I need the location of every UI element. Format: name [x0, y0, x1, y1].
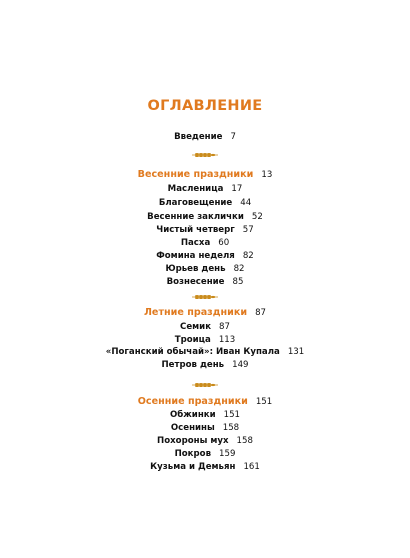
toc-entry[interactable] [0, 249, 410, 263]
toc-entry-page: 17 [231, 184, 243, 194]
toc-entry-label: Чистый четверг [156, 225, 235, 235]
toc-entry-page: 85 [232, 277, 244, 287]
toc-entry-page: 161 [243, 462, 260, 472]
toc-entry-page: 82 [233, 264, 245, 274]
toc-entry-intro[interactable] [0, 130, 410, 144]
toc-entry-page: 131 [287, 347, 305, 357]
toc-entry-label: Покров [174, 449, 212, 459]
toc-entry-label: Фомина неделя [156, 251, 235, 261]
wheat-ear-icon [191, 152, 219, 158]
toc-entry[interactable] [0, 421, 410, 435]
toc-entry[interactable] [0, 275, 410, 289]
toc-section-page: 87 [255, 308, 267, 318]
toc-entry-label: Вознесение [166, 277, 225, 287]
toc-entry-label: Семик [180, 322, 212, 332]
toc-entry-label: Пасха [180, 238, 211, 248]
wheat-ear-icon [191, 294, 219, 300]
toc-entry-label: Кузьма и Демьян [150, 462, 236, 472]
toc-entry-page: 158 [236, 436, 253, 446]
toc-entry[interactable] [0, 182, 410, 196]
toc-entry[interactable] [0, 262, 410, 276]
toc-entry-page: 151 [223, 410, 241, 420]
toc-entry-label: Троица [174, 335, 211, 345]
toc-entry[interactable] [0, 358, 410, 372]
toc-entry[interactable] [0, 196, 410, 210]
toc-entry-page: 7 [230, 132, 236, 142]
toc-entry[interactable] [0, 345, 410, 359]
toc-section-autumn[interactable] [0, 395, 410, 409]
toc-entry-label: Осенины [170, 423, 215, 433]
toc-entry-page: 57 [242, 225, 254, 235]
toc-entry-label: Обжинки [169, 410, 216, 420]
toc-entry-page: 87 [219, 322, 230, 332]
toc-entry[interactable] [0, 434, 410, 448]
toc-entry-page: 113 [218, 335, 236, 345]
toc-section-title: Осенние праздники [137, 396, 248, 407]
toc-entry-label: Введение [174, 132, 223, 142]
toc-section-page: 13 [261, 170, 273, 180]
toc-entry-page: 82 [242, 251, 254, 261]
toc-entry-label: Благовещение [158, 198, 233, 208]
toc-entry-label: «Поганский обычай»: Иван Купала [105, 347, 280, 357]
toc-entry[interactable] [0, 408, 410, 422]
toc-entry-page: 159 [219, 449, 236, 459]
toc-entry-label: Петров день [161, 360, 225, 370]
toc-entry-label: Юрьев день [165, 264, 226, 274]
toc-section-spring[interactable] [0, 168, 410, 182]
wheat-ear-icon [191, 382, 219, 388]
toc-section-title: Весенние праздники [137, 169, 254, 180]
toc-entry-page: 158 [222, 423, 240, 433]
toc-entry-page: 44 [240, 198, 252, 208]
toc-entry[interactable] [0, 223, 410, 237]
toc-entry[interactable] [0, 320, 410, 334]
toc-section-title: Летние праздники [143, 307, 248, 318]
toc-entry[interactable] [0, 236, 410, 250]
page-title: ОГЛАВЛЕНИЕ [147, 98, 263, 114]
toc-section-summer[interactable] [0, 306, 410, 320]
toc-section-page: 151 [255, 397, 273, 407]
toc-entry[interactable] [0, 460, 410, 474]
toc-entry-label: Похороны мух [157, 436, 229, 446]
toc-entry-page: 52 [251, 212, 263, 222]
toc-entry[interactable] [0, 447, 410, 461]
toc-entry[interactable] [0, 210, 410, 224]
toc-entry-label: Весенние заклички [147, 212, 244, 222]
toc-entry-page: 60 [218, 238, 230, 248]
toc-entry-page: 149 [232, 360, 249, 370]
toc-entry-label: Масленица [167, 184, 224, 194]
